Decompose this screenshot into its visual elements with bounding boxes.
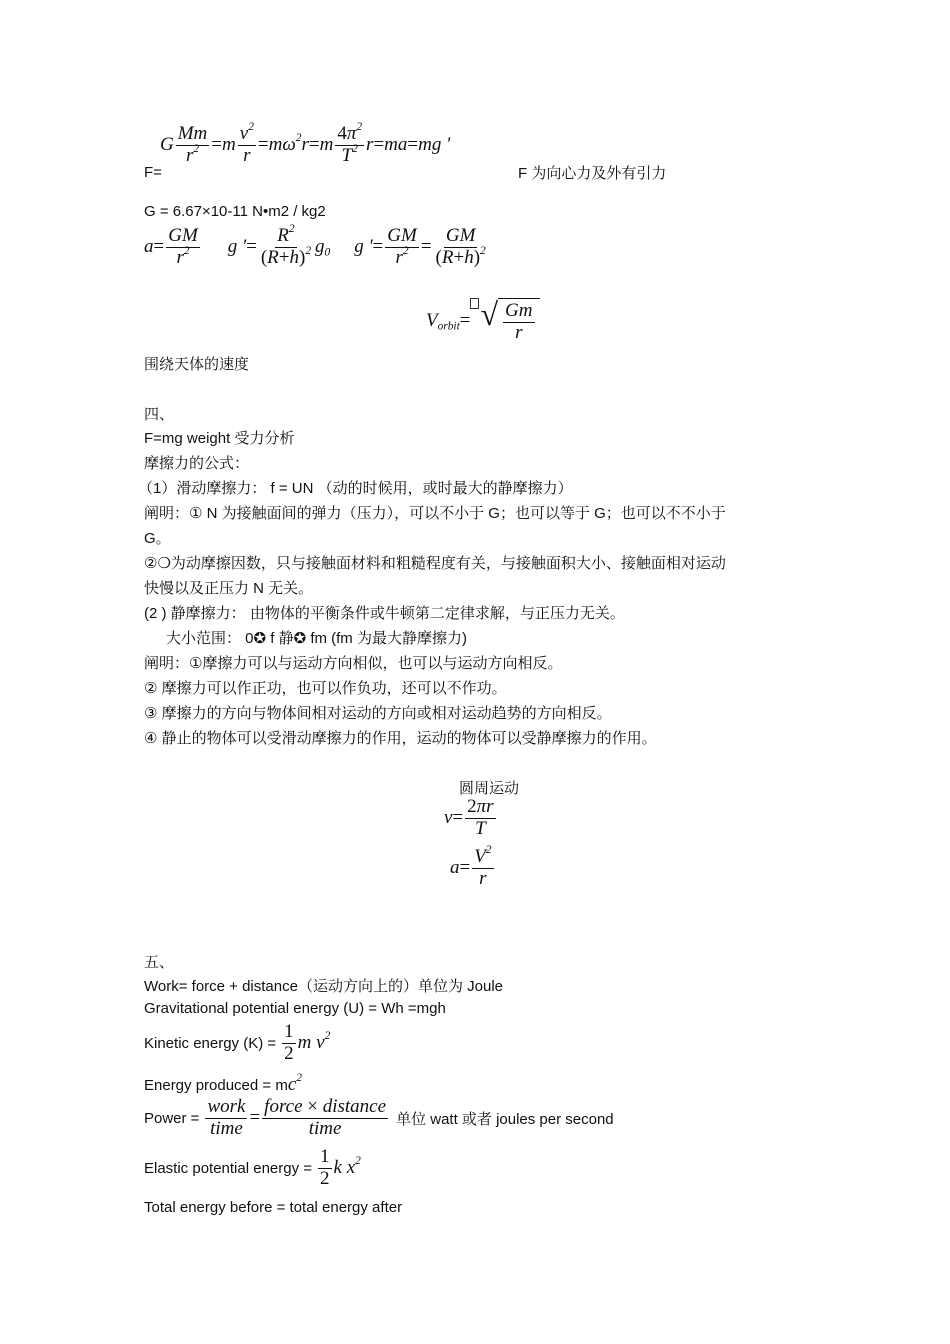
weight-line: F=mg weight 受力分析 (144, 430, 295, 447)
power-row: Power = $\frac{\text{work}}{\text{time}}$ = $\frac{\text{force × distance}}{\text{time}}$ 单位 watt 或者 joules per second (144, 1096, 614, 1139)
range-line: 大小范围： 0✪ f 静✪ fm (fm 为最大静摩擦力) (166, 630, 467, 647)
friction-title: 摩擦力的公式： (144, 455, 250, 472)
ke-row: Kinetic energy (K) = $\frac{1}{2}$ m $v^2$ (144, 1021, 331, 1064)
circular-title: 圆周运动 (459, 780, 520, 797)
circular-acceleration-formula: a = $\frac{V^2}{r}$ (450, 843, 492, 889)
ep-label: Energy produced = m (144, 1077, 288, 1094)
f-label: F= (144, 164, 162, 181)
note1: 阐明：①摩擦力可以与运动方向相似，也可以与运动方向相反。 (144, 655, 563, 672)
note4: ④ 静止的物体可以受滑动摩擦力的作用，运动的物体可以受静摩擦力的作用。 (144, 730, 657, 747)
circular-velocity-formula: v = $\frac{2\pi r}{T}$ (444, 796, 494, 839)
ke-label: Kinetic energy (K) = (144, 1034, 277, 1052)
g-constant: G = 6.67×10-11 N•m2 / kg2 (144, 203, 326, 220)
explain1a: 阐明：① N 为接触面间的弹力（压力），可以不小于 G；也可以等于 G；也可以不不小于 (144, 505, 726, 522)
energy-produced-row: Energy produced = m $c^2$ (144, 1071, 302, 1095)
elastic-row: Elastic potential energy = $\frac{1}{2}$ k $x^2$ (144, 1146, 361, 1189)
static-friction-line: (2 ) 静摩擦力： 由物体的平衡条件或牛顿第二定律求解，与正压力无关。 (144, 605, 625, 622)
kinetic-friction-line: （1）滑动摩擦力： f = UN （动的时候用，或时最大的静摩擦力） (138, 480, 573, 497)
power-unit: 单位 watt 或者 joules per second (396, 1110, 614, 1128)
acceleration-formulas: a = $\frac{GM}{r^2}$ g ' = $\frac{R^2}{(R+h)^2}$ $g_0$ g ' = $\frac{GM}{r^2}$ = $\frac{GM}{(R+h)^2}$ (144, 222, 486, 268)
explain2a: ②❍为动摩擦因数，只与接触面材料和粗糙程度有关，与接触面积大小、接触面相对运动 (144, 555, 726, 572)
work-line: Work= force + distance（运动方向上的）单位为 Joule (144, 978, 503, 995)
section5-heading: 五、 (144, 954, 175, 971)
elastic-label: Elastic potential energy = (144, 1159, 313, 1177)
gpe-line: Gravitational potential energy (U) = Wh =mgh (144, 1000, 446, 1017)
f-note: F 为向心力及外有引力 (518, 165, 667, 182)
power-label: Power = (144, 1109, 200, 1127)
total-energy-line: Total energy before = total energy after (144, 1199, 403, 1216)
explain1b: G。 (144, 530, 171, 547)
note3: ③ 摩擦力的方向与物体间相对运动的方向或相对运动趋势的方向相反。 (144, 705, 612, 722)
section4-heading: 四、 (144, 406, 175, 423)
orbital-velocity-formula: $V_{orbit}$ = √ $\frac{Gm}{r}$ (426, 298, 540, 344)
explain2b: 快慢以及正压力 N 无关。 (144, 580, 314, 597)
gravitation-formula: G $\frac{Mm}{r^2}$ = m $\frac{v^2}{r}$ = $m\omega^2r$ = m $\frac{4\pi^2}{T^2}$ r = ma = mg ' (160, 120, 451, 166)
orbit-caption: 围绕天体的速度 (144, 356, 250, 373)
note2: ② 摩擦力可以作正功，也可以作负功，还可以不作功。 (144, 680, 507, 697)
